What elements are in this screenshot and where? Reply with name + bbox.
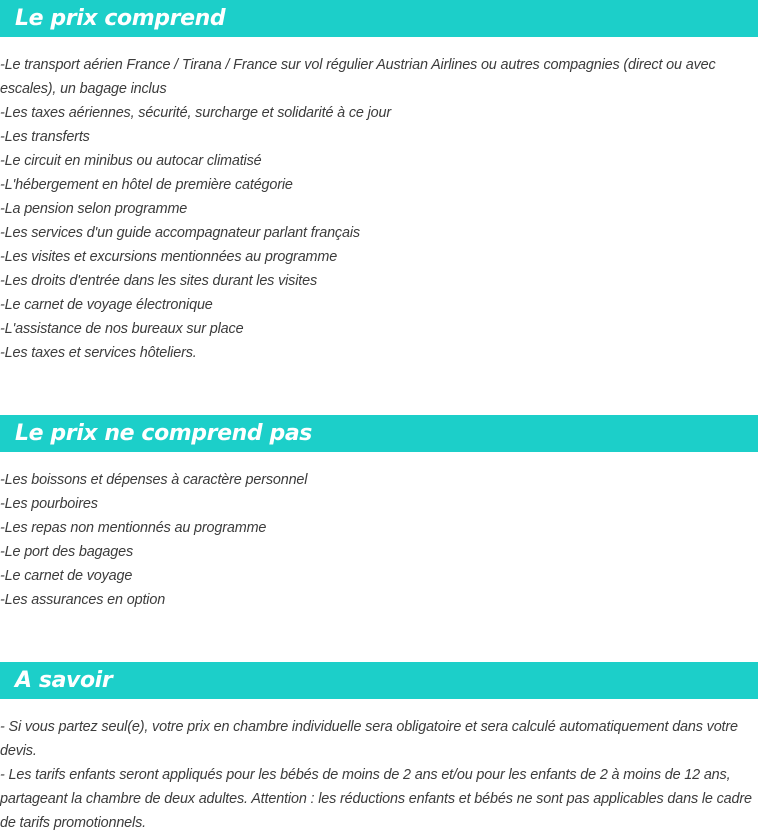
list-item: -Les transferts	[0, 129, 90, 145]
info-text	[0, 715, 756, 835]
list-item: -Les taxes aériennes, sécurité, surcharge et solidarité à ce jour	[0, 105, 391, 121]
list-item: -Les pourboires	[0, 496, 98, 512]
list-item: -Les droits d'entrée dans les sites durant les visites	[0, 273, 317, 289]
included-list	[0, 53, 756, 365]
list-item: -L'assistance de nos bureaux sur place	[0, 321, 244, 337]
list-item: -Les taxes et services hôteliers.	[0, 345, 197, 361]
list-item: -Le port des bagages	[0, 544, 134, 560]
excluded-list	[0, 468, 756, 612]
list-item: -Le circuit en minibus ou autocar climatisé	[0, 153, 262, 169]
list-item: -Le carnet de voyage	[0, 568, 133, 584]
list-item: -Les repas non mentionnés au programme	[0, 520, 267, 536]
list-item: -Les boissons et dépenses à caractère personnel	[0, 472, 308, 488]
list-item: -La pension selon programme	[0, 201, 188, 217]
section-header-included: Le prix comprend	[0, 0, 758, 37]
info-paragraph: - Les tarifs enfants seront appliqués pour les bébés de moins de 2 ans et/ou pour les enfants de 2 à moins de 12 ans, partageant la chambre de deux adultes. Attention : les réductions enfants et bébés ne sont pas applicables dans le cadre de tarifs promotionnels.	[0, 767, 752, 831]
list-item: -Le transport aérien France / Tirana / France sur vol régulier Austrian Airlines ou autres compagnies (direct ou avec escales), un bagage inclus	[0, 57, 716, 97]
list-item: -Les services d'un guide accompagnateur parlant français	[0, 225, 360, 241]
list-item: -Les assurances en option	[0, 592, 166, 608]
section-header-excluded: Le prix ne comprend pas	[0, 415, 758, 452]
list-item: -Les visites et excursions mentionnées au programme	[0, 249, 338, 265]
list-item: -L'hébergement en hôtel de première catégorie	[0, 177, 293, 193]
info-paragraph: - Si vous partez seul(e), votre prix en chambre individuelle sera obligatoire et sera calculé automatiquement dans votre devis.	[0, 719, 738, 759]
section-header-info: A savoir	[0, 662, 758, 699]
list-item: -Le carnet de voyage électronique	[0, 297, 213, 313]
